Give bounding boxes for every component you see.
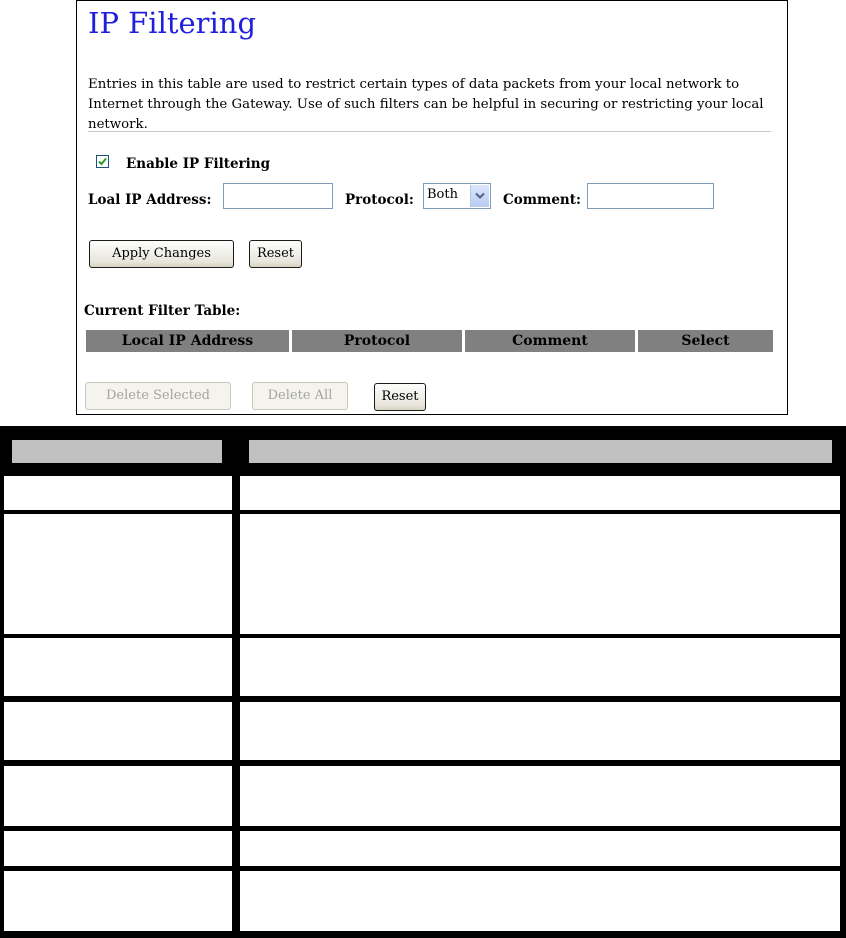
divider <box>88 131 771 132</box>
param-row-description-cell <box>240 514 840 634</box>
param-row-name-cell <box>4 831 232 866</box>
column-header-comment: Comment <box>465 330 635 352</box>
local-ip-address-label: Loal IP Address: <box>88 192 212 208</box>
param-header-description-cell <box>249 440 832 463</box>
checkmark-icon <box>97 156 108 167</box>
protocol-select[interactable] <box>423 183 491 209</box>
page-description: Entries in this table are used to restrict certain types of data packets from your local network to Internet through the Gateway. Use of such filters can be helpful in securing or restricting your local network. <box>88 77 764 132</box>
filter-table-title: Current Filter Table: <box>84 303 241 319</box>
protocol-label: Protocol: <box>345 192 414 208</box>
column-header-select: Select <box>638 330 773 352</box>
delete-selected-button[interactable]: Delete Selected <box>85 382 231 410</box>
reset-table-button[interactable]: Reset <box>374 383 426 411</box>
param-row-name-cell <box>4 871 232 931</box>
param-row-name-cell <box>4 766 232 826</box>
param-row-name-cell <box>4 702 232 760</box>
chevron-down-icon <box>475 192 485 200</box>
page-title: IP Filtering <box>88 6 257 40</box>
enable-ip-filtering-label: Enable IP Filtering <box>126 156 271 172</box>
param-row-name-cell <box>4 514 232 634</box>
column-header-local-ip: Local IP Address <box>86 330 289 352</box>
delete-all-button[interactable]: Delete All <box>252 382 348 410</box>
param-row-name-cell <box>4 476 232 510</box>
param-row-description-cell <box>240 871 840 931</box>
column-header-protocol: Protocol <box>292 330 462 352</box>
param-row-description-cell <box>240 766 840 826</box>
ip-filtering-panel <box>76 0 788 415</box>
param-row-description-cell <box>240 638 840 696</box>
enable-ip-filtering-checkbox[interactable] <box>96 155 109 168</box>
param-header-name-cell <box>12 440 222 463</box>
filter-table <box>86 330 773 352</box>
local-ip-address-input[interactable] <box>223 183 333 209</box>
param-row-description-cell <box>240 476 840 510</box>
param-row-description-cell <box>240 702 840 760</box>
reset-form-button[interactable]: Reset <box>249 240 302 268</box>
param-row-description-cell <box>240 831 840 866</box>
protocol-selected-value: Both <box>427 187 458 202</box>
param-row-name-cell <box>4 638 232 696</box>
comment-label: Comment: <box>503 192 581 208</box>
parameter-table <box>0 426 846 938</box>
select-arrow[interactable] <box>470 185 489 207</box>
apply-changes-button[interactable]: Apply Changes <box>89 240 234 268</box>
comment-input[interactable] <box>587 183 714 209</box>
